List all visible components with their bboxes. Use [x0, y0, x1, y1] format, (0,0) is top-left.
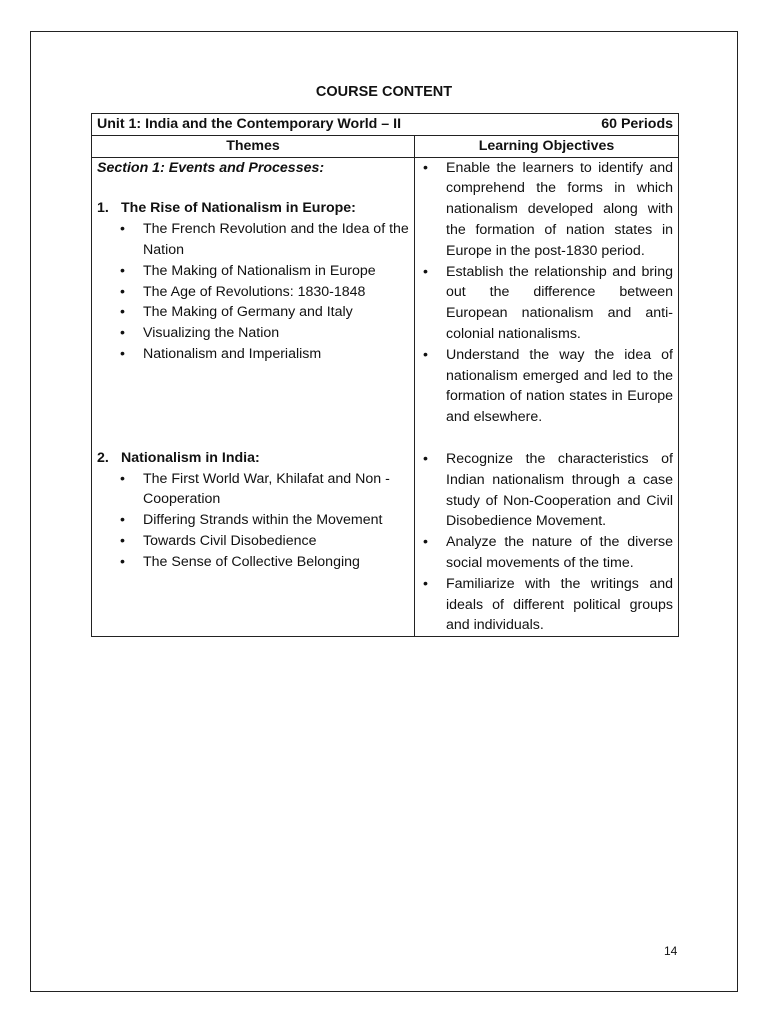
unit-name: Unit 1: India and the Contemporary World – II	[97, 116, 402, 132]
unit-cell	[92, 114, 679, 136]
subtopic-item: • The First World War, Khilafat and Non -Cooperation	[120, 469, 409, 511]
objectives-header: Learning Objectives	[415, 135, 679, 157]
topic-number: 2.	[97, 449, 109, 466]
themes-cell	[92, 157, 415, 637]
page-title: COURSE CONTENT	[315, 84, 453, 100]
themes-header: Themes	[92, 135, 415, 157]
topic-heading	[97, 448, 409, 469]
subtopic-item: • The Making of Germany and Italy	[120, 302, 409, 323]
course-content-table	[91, 113, 679, 637]
objective-list	[420, 449, 673, 636]
page-number: 14	[664, 944, 678, 958]
subtopic-list	[97, 469, 409, 573]
topic-title: The Rise of Nationalism in Europe:	[121, 200, 356, 217]
subtopic-item: • Towards Civil Disobedience	[120, 531, 409, 552]
subtopic-item: • The French Revolution and the Idea of the Nation	[120, 219, 409, 261]
subtopic-item: • The Making of Nationalism in Europe	[120, 261, 409, 282]
topic-title: Nationalism in India:	[121, 449, 260, 466]
objective-item: • Analyze the nature of the diverse social movements of the time.	[420, 532, 673, 574]
content-row	[92, 157, 679, 637]
objective-item: • Understand the way the idea of nationalism emerged and led to the formation of nation states in Europe and elsewhere.	[420, 345, 673, 428]
topic-heading	[97, 198, 409, 219]
unit-row	[92, 114, 679, 136]
subtopic-item: • The Sense of Collective Belonging	[120, 552, 409, 573]
subtopic-item: • Visualizing the Nation	[120, 323, 409, 344]
subtopic-item: • Nationalism and Imperialism	[120, 344, 409, 365]
objective-item: • Recognize the characteristics of Indian nationalism through a case study of Non-Cooperation and Civil Disobedience Movement.	[420, 449, 673, 532]
objective-list	[420, 158, 673, 428]
objective-item: • Establish the relationship and bring out the difference between European nationalism and anti-colonial nationalisms.	[420, 262, 673, 345]
objective-item: • Familiarize with the writings and ideals of different political groups and individuals.	[420, 574, 673, 636]
unit-periods: 60 Periods	[601, 116, 673, 132]
subtopic-item: • Differing Strands within the Movement	[120, 510, 409, 531]
subtopic-item: • The Age of Revolutions: 1830-1848	[120, 282, 409, 303]
objectives-cell	[415, 157, 679, 637]
header-row	[92, 135, 679, 157]
topic-number: 1.	[97, 200, 109, 217]
section-label: Section 1: Events and Processes:	[97, 159, 325, 176]
objective-item: • Enable the learners to identify and comprehend the forms in which nationalism developed along with the formation of nation states in Europe in the post-1830 period.	[420, 158, 673, 262]
subtopic-list	[97, 219, 409, 365]
